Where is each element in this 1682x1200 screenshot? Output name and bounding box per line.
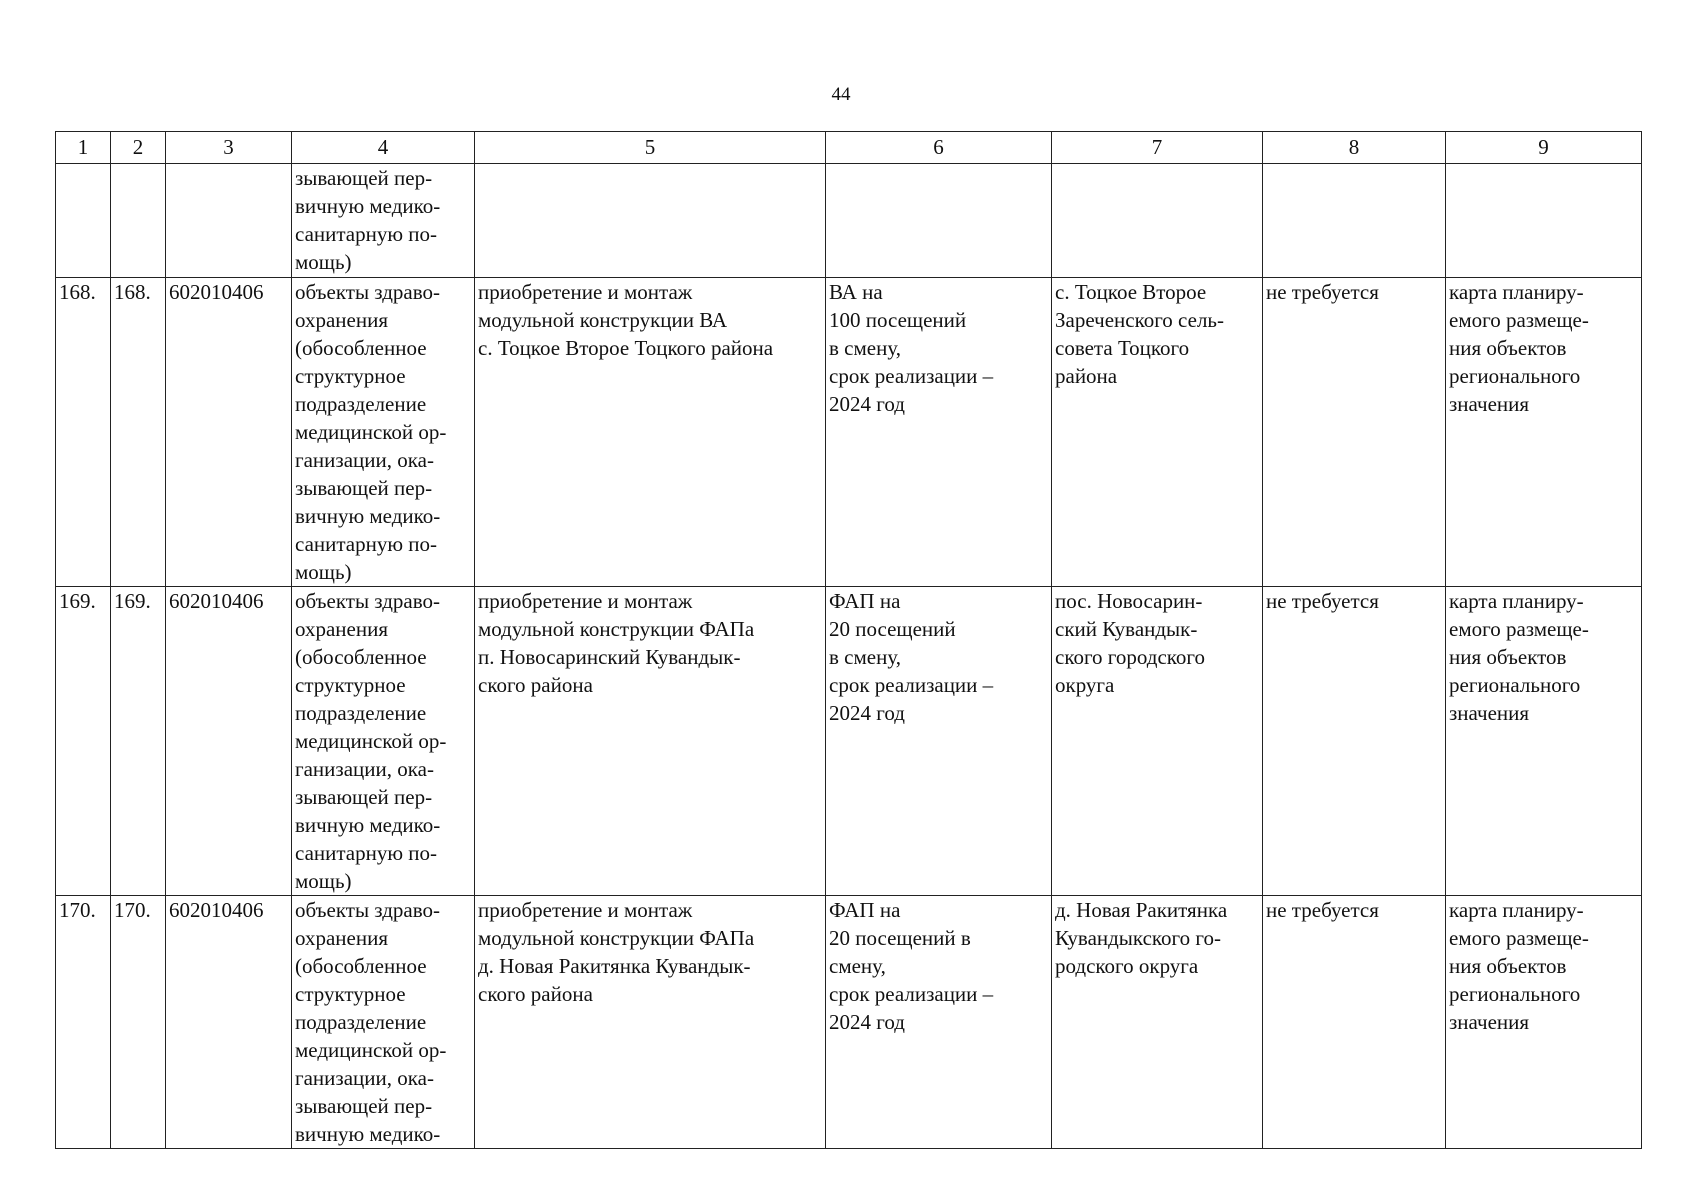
cell-zone: не требуется <box>1263 587 1446 896</box>
cell-code: 602010406 <box>166 587 292 896</box>
cell-characteristics: ФАП на 20 посещений в смену, срок реализации – 2024 год <box>826 587 1052 896</box>
cell-characteristics <box>826 164 1052 278</box>
cell-map: карта планиру- емого размеще- ния объектов регионального значения <box>1446 587 1642 896</box>
cell-description: приобретение и монтаж модульной конструкции ФАПа п. Новосаринский Кувандык- ского района <box>475 587 826 896</box>
cell-code: 602010406 <box>166 278 292 587</box>
cell-location <box>1052 164 1263 278</box>
cell-location: с. Тоцкое Второе Зареченского сель- совета Тоцкого района <box>1052 278 1263 587</box>
data-table <box>55 131 1642 1149</box>
cell-number: 170. <box>56 896 111 1149</box>
cell-map: карта планиру- емого размеще- ния объектов регионального значения <box>1446 896 1642 1149</box>
cell-location: д. Новая Ракитянка Кувандыкского го- родского округа <box>1052 896 1263 1149</box>
column-header-9: 9 <box>1446 132 1642 164</box>
cell-characteristics: ФАП на 20 посещений в смену, срок реализации – 2024 год <box>826 896 1052 1149</box>
column-header-5: 5 <box>475 132 826 164</box>
column-header-7: 7 <box>1052 132 1263 164</box>
cell-code <box>166 164 292 278</box>
table-row <box>56 587 1642 896</box>
column-header-8: 8 <box>1263 132 1446 164</box>
cell-location: пос. Новосарин- ский Кувандык- ского городского округа <box>1052 587 1263 896</box>
column-header-2: 2 <box>111 132 166 164</box>
table-row-continuation <box>56 164 1642 278</box>
table-row <box>56 896 1642 1149</box>
cell-description: приобретение и монтаж модульной конструкции ФАПа д. Новая Ракитянка Кувандык- ского района <box>475 896 826 1149</box>
column-header-4: 4 <box>292 132 475 164</box>
cell-number: 168. <box>56 278 111 587</box>
cell-map <box>1446 164 1642 278</box>
table-row <box>56 278 1642 587</box>
header-row <box>56 132 1642 164</box>
cell-number-2: 168. <box>111 278 166 587</box>
column-header-1: 1 <box>56 132 111 164</box>
cell-description: приобретение и монтаж модульной конструкции ВА с. Тоцкое Второе Тоцкого района <box>475 278 826 587</box>
cell-number <box>56 164 111 278</box>
cell-number-2 <box>111 164 166 278</box>
cell-characteristics: ВА на 100 посещений в смену, срок реализации – 2024 год <box>826 278 1052 587</box>
cell-object-type: объекты здраво- охранения (обособленное структурное подразделение медицинской ор- ганизации, ока- зывающей пер- вичную медико- санитарную по- мощь) <box>292 278 475 587</box>
cell-object-type: зывающей пер- вичную медико- санитарную по- мощь) <box>292 164 475 278</box>
cell-zone <box>1263 164 1446 278</box>
page-number: 44 <box>831 84 851 105</box>
cell-number: 169. <box>56 587 111 896</box>
cell-zone: не требуется <box>1263 278 1446 587</box>
cell-number-2: 169. <box>111 587 166 896</box>
cell-code: 602010406 <box>166 896 292 1149</box>
column-header-3: 3 <box>166 132 292 164</box>
cell-zone: не требуется <box>1263 896 1446 1149</box>
cell-number-2: 170. <box>111 896 166 1149</box>
cell-object-type: объекты здраво- охранения (обособленное структурное подразделение медицинской ор- ганизации, ока- зывающей пер- вичную медико- санитарную по- мощь) <box>292 587 475 896</box>
column-header-6: 6 <box>826 132 1052 164</box>
cell-description <box>475 164 826 278</box>
cell-object-type: объекты здраво- охранения (обособленное структурное подразделение медицинской ор- ганизации, ока- зывающей пер- вичную медико- <box>292 896 475 1149</box>
cell-map: карта планиру- емого размеще- ния объектов регионального значения <box>1446 278 1642 587</box>
